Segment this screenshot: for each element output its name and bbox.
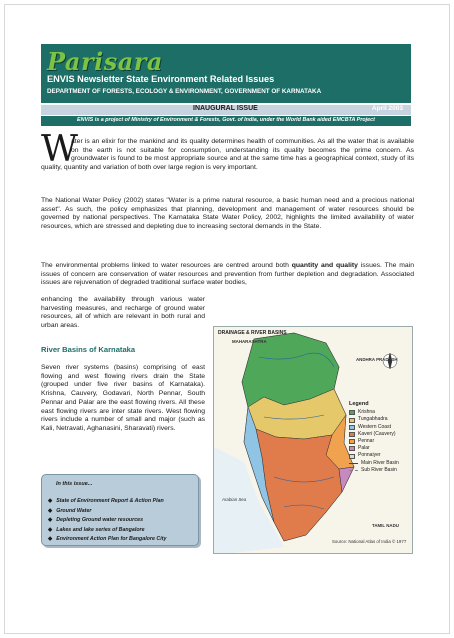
issue-bar [41, 105, 411, 115]
main-basin-line-icon [349, 463, 358, 464]
map-source: Source: National Atlas of India © 1977 [332, 539, 407, 544]
issue-list-item-text: Depleting Ground water resources [56, 517, 144, 524]
tamilnadu-label: TAMIL NADU [372, 523, 399, 528]
issue-list-item [48, 507, 166, 517]
issue-label: INAUGURAL ISSUE [193, 105, 258, 112]
legend-label: Pennar [358, 438, 375, 445]
legend-label: Western Coast [358, 423, 391, 430]
legend-line-sub [349, 467, 411, 474]
project-line: ENVIS is a project of Ministry of Environment & Forests, Govt. of India, under the World Bank aided EMCBTA Project [77, 117, 375, 123]
sub-basin-line-icon [349, 470, 358, 471]
legend-line-main-label: Main River Basin [361, 459, 399, 466]
legend-swatch-icon [349, 418, 355, 423]
legend-label: Ponnaiyer [358, 452, 381, 459]
legend-label: Tungabhadra [358, 416, 388, 423]
issue-list-item [48, 526, 166, 536]
issue-list-item [48, 516, 166, 526]
legend-swatch-icon [349, 425, 355, 430]
paragraph-3-column: enhancing the availability through various water harvesting measures, and recharge of ground water resources, all of which are relevant in both rural and urban areas. [41, 296, 205, 330]
legend-swatch-icon [349, 432, 355, 437]
legend-item [349, 424, 411, 431]
issue-list-item-text: Environment Action Plan for Bangalore City [56, 536, 167, 543]
issue-list-item [48, 497, 166, 507]
legend-swatch-icon [349, 454, 355, 459]
legend-item [349, 431, 411, 438]
issue-list-item-text: State of Environment Report & Action Plan [56, 498, 164, 504]
masthead [41, 44, 411, 150]
legend-swatch-icon [349, 446, 355, 451]
diamond-bullet-icon: ◆ [48, 507, 53, 514]
diamond-bullet-icon: ◆ [48, 517, 53, 524]
legend-item [349, 409, 411, 416]
drainage-map [213, 326, 413, 554]
legend-line-main [349, 460, 411, 467]
map-title: DRAINAGE & RIVER BASINS [218, 330, 287, 336]
drop-cap: W [41, 129, 79, 170]
legend-swatch-icon [349, 439, 355, 444]
issue-list-item-text: Lakes and lake series of Bangalore [56, 526, 145, 533]
newsletter-subtitle: ENVIS Newsletter State Environment Related Issues [47, 74, 275, 84]
legend-item [349, 416, 411, 423]
legend-swatch-icon [349, 410, 355, 415]
sea-label: Arabian Sea [222, 497, 247, 502]
legend-item [349, 445, 411, 452]
in-this-issue-box [41, 474, 199, 546]
department-line: DEPARTMENT OF FORESTS, ECOLOGY & ENVIRONMENT, GOVERNMENT OF KARNATAKA [47, 88, 322, 95]
maharashtra-label: MAHARASHTRA [232, 339, 267, 344]
legend-line-sub-label: Sub River Basin [361, 466, 397, 473]
issue-date: April 2003 [371, 105, 403, 112]
diamond-bullet-icon: ◆ [48, 526, 53, 533]
legend-label: Palar [358, 445, 370, 452]
paragraph-3-end: issues. The main issues of concern are conservation of water resources and prevention from further depletion and degradation. Associated issues are rejuvenation of degraded traditional surface water bodies, [41, 262, 414, 287]
parisara-logo: Parisara [47, 47, 163, 76]
issue-list [48, 497, 166, 545]
diamond-bullet-icon: ◆ [48, 536, 53, 543]
paragraph-3-start: The environmental problems linked to water resources are centred around both [41, 262, 292, 269]
legend-item [349, 452, 411, 459]
paragraph-3-bold: quantity and quality [291, 262, 358, 269]
paragraph-4: Seven river systems (basins) comprising of east flowing and west flowing rivers drain the State (grouped under five river basins of Karnataka). Krishna, Cauvery, Godavari, North Pennar, South Pennar and Palar are the east flowing rivers. All these east flowing rivers are inter state rivers. West flowing rivers include a number of small and major (such as Kali, Netravati, Aghanasini, Sharavati) rivers. [41, 364, 205, 432]
diamond-bullet-icon: ◆ [48, 498, 53, 504]
legend-item [349, 438, 411, 445]
issue-list-item-text: Ground Water [56, 507, 92, 514]
issue-list-item [48, 535, 166, 545]
brand-banner [41, 44, 411, 103]
andhra-label: ANDHRA PRADESH [356, 357, 398, 362]
in-this-issue-title: In this issue... [56, 481, 93, 487]
paragraph-3 [41, 262, 414, 288]
paragraph-2: The National Water Policy (2002) states "Water is a prime natural resource, a basic human need and a precious national asset". As such, the policy emphasizes that planning, development and management of water resources should be governed by national perspectives. The Karnataka State Water Policy, 2002, highlights the limited availability of water resources, which are stressed and depleting due to increasing sectoral demands in the State. [41, 197, 414, 231]
legend-title: Legend [349, 401, 369, 407]
legend-label: Kaveri (Cauvery) [358, 430, 396, 437]
paragraph-1-text: ater is an elixir for the mankind and its quality determines health of communities. As all the water that is available on the earth is not suitable for consumption, understanding its quality becomes the prime concern. As groundwater is found to be most appropriate source and at the same time has a geographical context, study of its quality, quantity and variation of both over large region is very important. [41, 138, 414, 172]
legend-label: Krishna [358, 409, 375, 416]
project-bar [41, 116, 411, 126]
section-title: River Basins of Karnataka [41, 345, 136, 354]
paragraph-1 [41, 138, 414, 173]
map-legend [349, 401, 411, 474]
